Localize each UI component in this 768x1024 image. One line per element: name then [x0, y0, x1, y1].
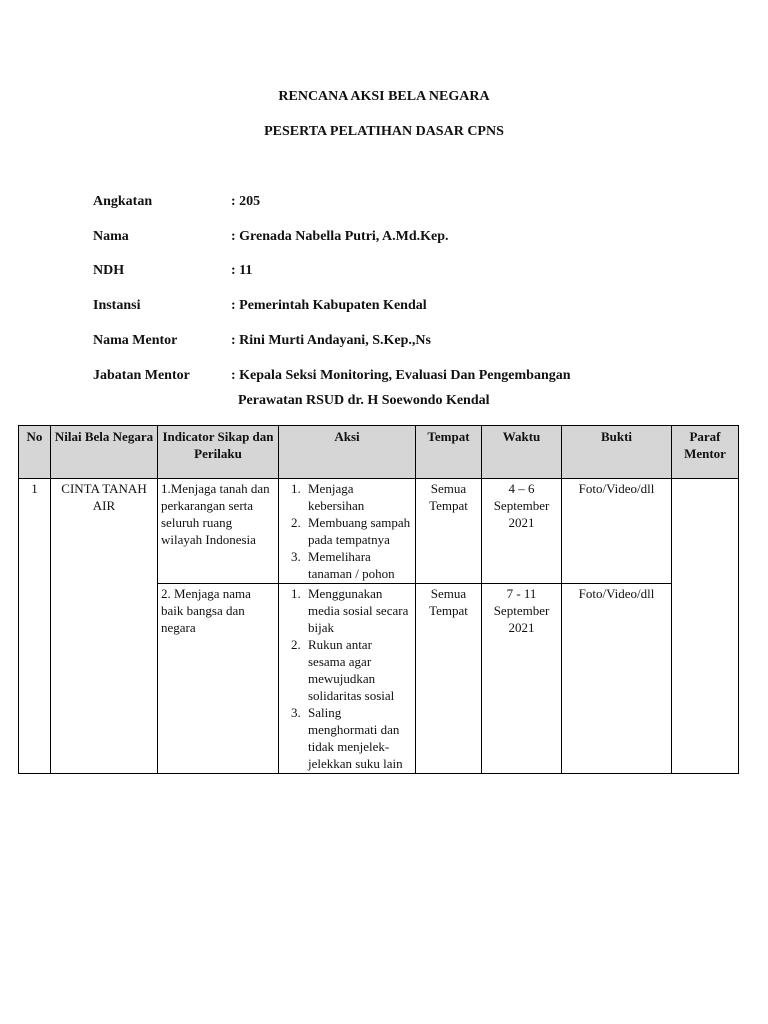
- document-subtitle: PESERTA PELATIHAN DASAR CPNS: [264, 124, 504, 139]
- cell-bukti: Foto/Video/dll: [562, 584, 672, 774]
- list-item: 3. Memelihara tanaman / pohon: [304, 548, 412, 582]
- info-value: : Pemerintah Kabupaten Kendal: [231, 298, 427, 313]
- header-tempat: Tempat: [416, 426, 482, 479]
- header-nilai: Nilai Bela Negara: [51, 426, 158, 479]
- list-item: 1. Menjaga kebersihan: [304, 480, 412, 514]
- cell-bukti: Foto/Video/dll: [562, 479, 672, 584]
- info-label: Nama Mentor: [93, 333, 178, 348]
- info-label: Angkatan: [93, 194, 153, 209]
- list-item: 2. Rukun antar sesama agar mewujudkan solidaritas sosial: [304, 636, 412, 704]
- info-label: Instansi: [93, 298, 141, 313]
- header-aksi: Aksi: [279, 426, 416, 479]
- info-label: Jabatan Mentor: [93, 368, 190, 383]
- list-item: 3. Saling menghormati dan tidak menjelek-jelekkan suku lain: [304, 704, 412, 772]
- info-label: NDH: [93, 263, 125, 278]
- cell-waktu: 4 – 6 September 2021: [482, 479, 562, 584]
- header-no: No: [19, 426, 51, 479]
- info-jabatan-continued: Perawatan RSUD dr. H Soewondo Kendal: [238, 393, 490, 408]
- header-bukti: Bukti: [562, 426, 672, 479]
- document-title: RENCANA AKSI BELA NEGARA: [278, 89, 490, 104]
- cell-no: 1: [19, 479, 51, 774]
- info-label: Nama: [93, 229, 129, 244]
- action-plan-table: [18, 425, 739, 774]
- cell-nilai: CINTA TANAH AIR: [51, 479, 158, 774]
- header-indicator: Indicator Sikap dan Perilaku: [158, 426, 279, 479]
- cell-aksi: [279, 479, 416, 584]
- table-header-row: [19, 426, 739, 479]
- cell-indicator: 1.Menjaga tanah dan perkarangan serta seluruh ruang wilayah Indonesia: [158, 479, 279, 584]
- info-value: : Kepala Seksi Monitoring, Evaluasi Dan Pengembangan: [231, 368, 571, 383]
- list-item: 2. Membuang sampah pada tempatnya: [304, 514, 412, 548]
- cell-indicator: 2. Menjaga nama baik bangsa dan negara: [158, 584, 279, 774]
- info-value: : 11: [231, 263, 253, 278]
- header-paraf: Paraf Mentor: [672, 426, 739, 479]
- info-value: : Grenada Nabella Putri, A.Md.Kep.: [231, 229, 449, 244]
- cell-waktu: 7 - 11 September 2021: [482, 584, 562, 774]
- cell-tempat: Semua Tempat: [416, 479, 482, 584]
- info-value: : Rini Murti Andayani, S.Kep.,Ns: [231, 333, 431, 348]
- header-waktu: Waktu: [482, 426, 562, 479]
- cell-aksi: [279, 584, 416, 774]
- cell-tempat: Semua Tempat: [416, 584, 482, 774]
- cell-paraf: [672, 479, 739, 774]
- list-item: 1. Menggunakan media sosial secara bijak: [304, 585, 412, 636]
- table-row: [19, 479, 739, 584]
- info-value: : 205: [231, 194, 261, 209]
